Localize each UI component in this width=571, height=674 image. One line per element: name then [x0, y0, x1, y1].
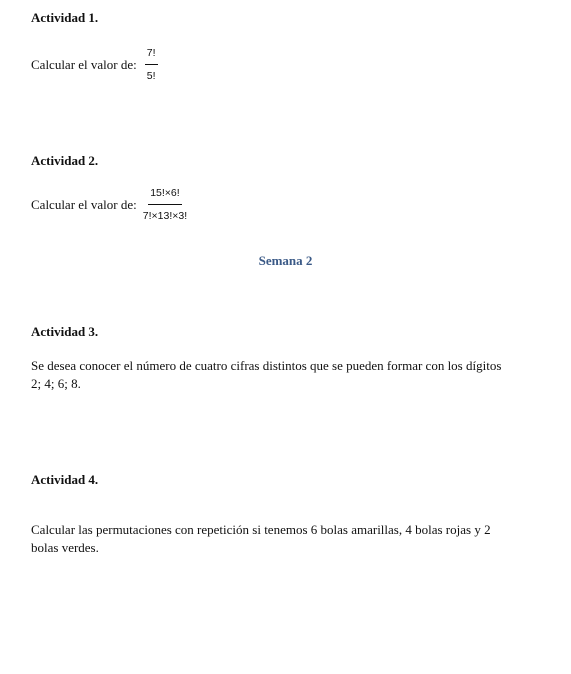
activity-4-line-2: bolas verdes. [31, 540, 99, 555]
activity-1-title: Actividad 1. [31, 10, 99, 25]
activity-2-fraction [141, 184, 189, 225]
activity-3-line-1: Se desea conocer el número de cuatro cifras distintos que se pueden formar con los dígitos [31, 358, 502, 373]
activity-2-title: Actividad 2. [31, 153, 99, 168]
activity-4-title: Actividad 4. [31, 472, 99, 487]
week-heading: Semana 2 [258, 253, 313, 268]
activity-3-title: Actividad 3. [31, 324, 99, 339]
activity-4-line-1: Calcular las permutaciones con repetición si tenemos 6 bolas amarillas, 4 bolas rojas y 2 [31, 522, 491, 537]
activity-1-statement [31, 44, 158, 85]
activity-4-statement [31, 521, 551, 557]
activity-3-statement [31, 357, 551, 393]
activity-1-prompt: Calcular el valor de: [31, 56, 137, 72]
fraction-numerator: 15!×6! [148, 184, 182, 205]
activity-3-line-2: 2; 4; 6; 8. [31, 376, 81, 391]
fraction-denominator: 7!×13!×3! [142, 210, 188, 222]
fraction-numerator: 7! [145, 44, 158, 65]
fraction-denominator: 5! [146, 70, 156, 82]
activity-2-prompt: Calcular el valor de: [31, 196, 137, 212]
activity-1-fraction [145, 44, 158, 85]
activity-2-statement [31, 184, 189, 225]
